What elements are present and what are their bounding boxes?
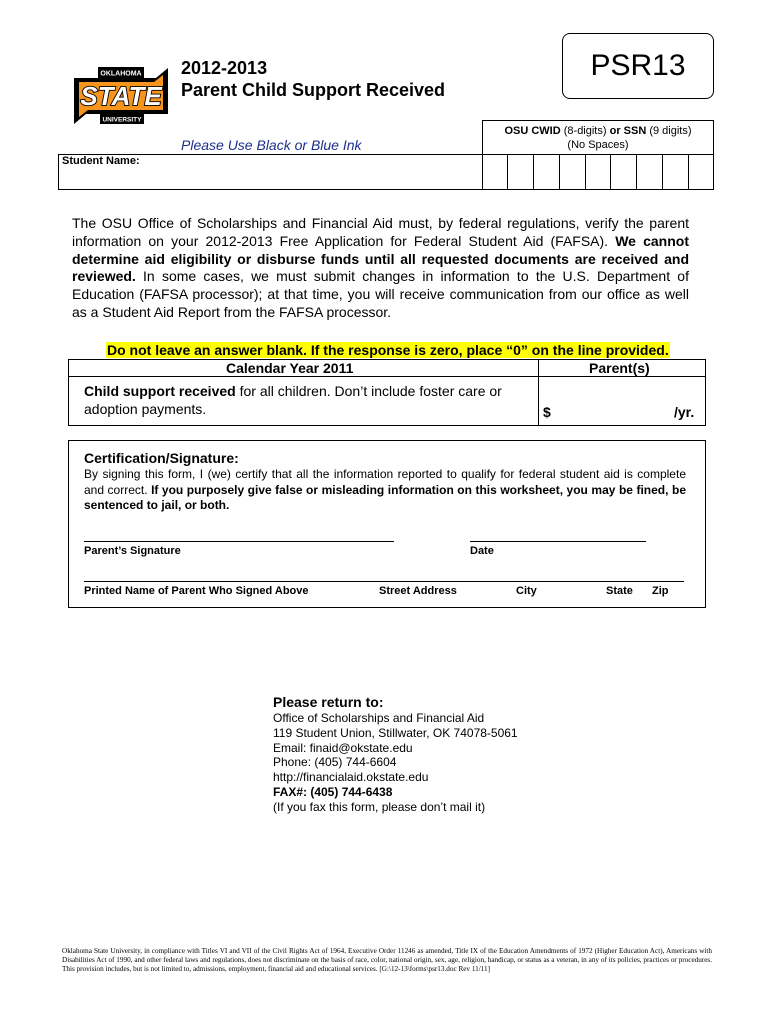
- certification-warning: If you purposely give false or misleading information on this worksheet, you may be fined, be sentenced to jail, or both.: [84, 482, 686, 512]
- student-name-label: Student Name:: [62, 155, 140, 167]
- certification-statement: By signing this form, I (we) certify that all the information reported to qualify for federal student aid is complete and correct.: [84, 467, 686, 497]
- street-address-label: Street Address: [379, 585, 457, 597]
- return-address-block: [273, 711, 518, 815]
- form-code-box: [562, 33, 714, 99]
- child-support-row-label: [84, 382, 524, 418]
- logo-main-text: STATE: [80, 81, 162, 111]
- id-digit-box[interactable]: [534, 155, 560, 190]
- id-digit-box[interactable]: [663, 155, 689, 190]
- student-id-digit-row: [482, 154, 714, 190]
- id-digit-box[interactable]: [637, 155, 663, 190]
- id-digit-box[interactable]: [586, 155, 612, 190]
- child-support-amount-input[interactable]: [556, 402, 670, 420]
- logo-top-text: OKLAHOMA: [100, 70, 142, 78]
- id-digit-box[interactable]: [482, 155, 508, 190]
- parent-signature-label: Parent’s Signature: [84, 545, 181, 557]
- blank-warning: Do not leave an answer blank. If the response is zero, place “0” on the line provided.: [107, 342, 669, 358]
- child-support-bold: Child support received: [84, 383, 236, 399]
- website-link[interactable]: http://financialaid.okstate.edu: [273, 770, 429, 785]
- logo-bottom-text: UNIVERSITY: [102, 116, 142, 124]
- form-title: Parent Child Support Received: [181, 80, 446, 100]
- calendar-year-header: Calendar Year 2011: [226, 360, 354, 376]
- printed-name-label: Printed Name of Parent Who Signed Above: [84, 585, 309, 597]
- intro-paragraph: [72, 215, 689, 322]
- or-label: or: [609, 125, 621, 137]
- email[interactable]: Email: finaid@okstate.edu: [273, 740, 413, 755]
- form-code: PSR13: [590, 49, 686, 82]
- intro-text-2: In some cases, we must submit changes in information to the U.S. Department of Education (FAFSA processor); at that time, you will receive communication from our office as well as a Student Aid Report from the FAFSA processor.: [72, 268, 689, 320]
- date-line[interactable]: [470, 541, 646, 542]
- intro-bold: We cannot determine aid eligibility or disburse funds until all requested documents are received and reviewed.: [72, 232, 690, 285]
- ssn-digits-note: (9 digits): [646, 125, 692, 137]
- ssn-label: SSN: [620, 125, 647, 137]
- id-digit-box[interactable]: [611, 155, 637, 190]
- student-id-label: [482, 124, 714, 152]
- fax-number: FAX#: (405) 744-6438: [273, 784, 393, 799]
- certification-text: [84, 467, 686, 514]
- office-name: Office of Scholarships and Financial Aid: [273, 711, 485, 725]
- form-year: 2012-2013: [181, 58, 268, 78]
- city-label: City: [516, 585, 537, 597]
- cwid-label: OSU CWID: [504, 125, 561, 137]
- cwid-digits-note: (8-digits): [560, 125, 610, 137]
- parent-signature-line[interactable]: [84, 541, 394, 542]
- phone: Phone: (405) 744-6604: [273, 755, 397, 770]
- certification-title: Certification/Signature:: [84, 450, 239, 466]
- parents-header: Parent(s): [589, 360, 650, 376]
- state-label: State: [606, 585, 633, 597]
- no-spaces-note: (No Spaces): [567, 139, 629, 151]
- id-digit-box[interactable]: [560, 155, 586, 190]
- child-support-text: for all children. Don’t include foster care or adoption payments.: [84, 383, 502, 417]
- per-year-unit: /yr.: [674, 404, 695, 420]
- id-digit-box[interactable]: [689, 155, 714, 190]
- currency-symbol: $: [543, 404, 551, 420]
- printed-name-address-line[interactable]: [84, 581, 684, 582]
- ink-instruction: Please Use Black or Blue Ink: [181, 137, 362, 153]
- income-table-divider: [538, 359, 539, 426]
- nondiscrimination-footer: Oklahoma State University, in compliance with Titles VI and VII of the Civil Rights Act of 1964, Executive Order 11246 as amended, Title IX of the Education Amendments of 1972 (Higher Education Act), Americans with Disabilities Act of 1990, and other federal laws and regulations, does not discriminate on the basis of race, color, national origin, sex, age, religion, handicap, or status as a veteran, in any of its policies, practices or procedures. This provision includes, but is not limited to, admissions, employment, financial aid and educational services. [G:\12-13\forms\psr13.doc Rev 11/11]: [62, 947, 712, 974]
- intro-text-1: The OSU Office of Scholarships and Financial Aid must, by federal regulations, verify the parent information on your 2012-2013 Free Application for Federal Student Aid (FAFSA).: [72, 215, 689, 249]
- date-label: Date: [470, 545, 494, 557]
- return-title: Please return to:: [273, 694, 384, 710]
- street-address: 119 Student Union, Stillwater, OK 74078-5061: [273, 725, 518, 740]
- osu-logo: [70, 64, 170, 128]
- id-digit-box[interactable]: [508, 155, 534, 190]
- fax-note: (If you fax this form, please don’t mail it): [273, 799, 486, 814]
- zip-label: Zip: [652, 585, 669, 597]
